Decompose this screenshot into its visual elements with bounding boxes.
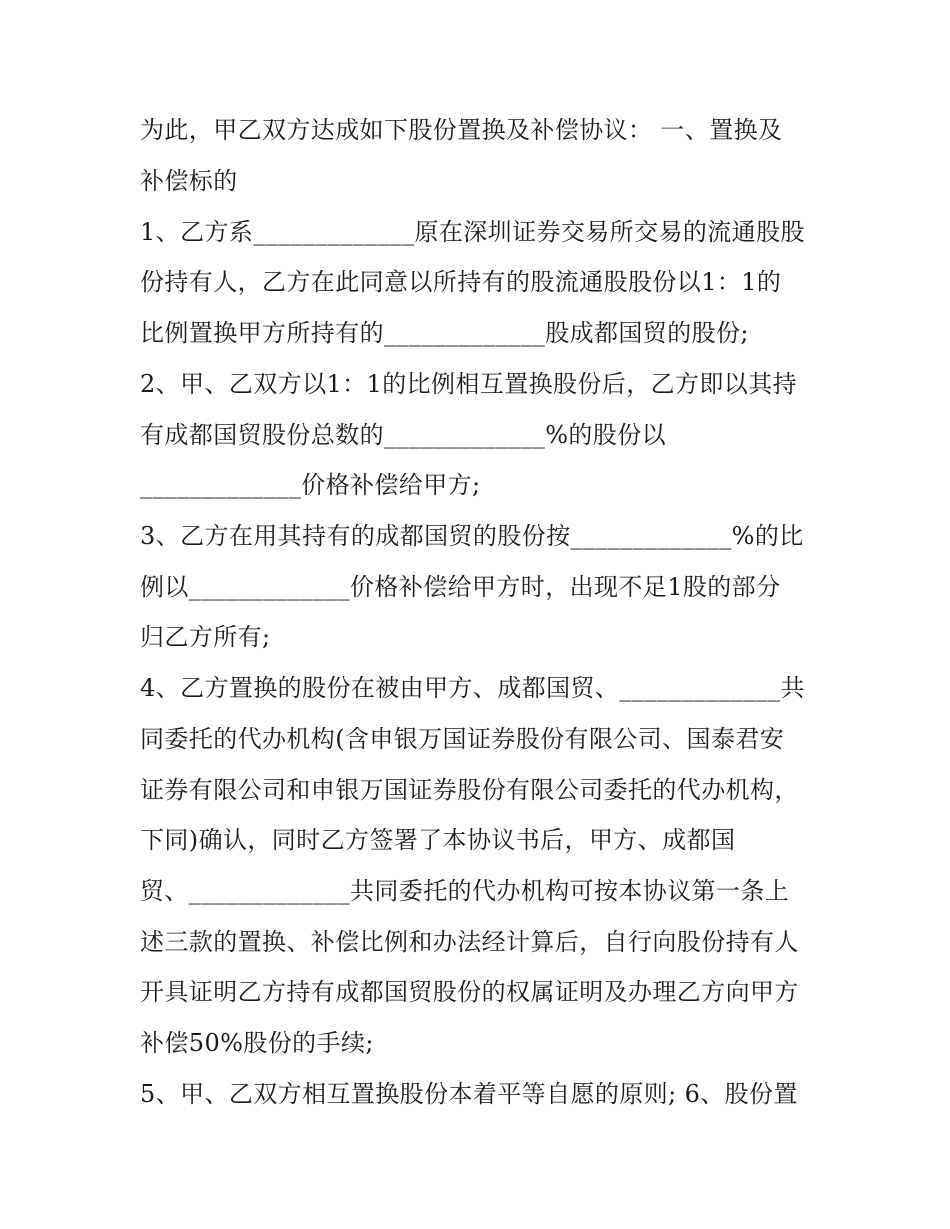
clause-4-line-5: 贸、_____________共同委托的代办机构可按本协议第一条上 [140,877,790,905]
clause-3-line-3: 归乙方所有; [140,623,271,651]
clause-4-line-7: 开具证明乙方持有成都国贸股份的权属证明及办理乙方向甲方 [140,978,799,1006]
clause-2-line-1: 2、甲、乙双方以1：1的比例相互置换股份后，乙方即以其持 [140,370,798,398]
clause-3-line-2: 例以_____________价格补偿给甲方时，出现不足1股的部分 [140,573,781,601]
clause-2-line-2: 有成都国贸股份总数的_____________%的股份以 [140,421,667,449]
clause-4-line-6: 述三款的置换、补偿比例和办法经计算后，自行向股份持有人 [140,928,799,956]
clause-4-line-3: 证券有限公司和申银万国证券股份有限公司委托的代办机构， [140,776,799,804]
clause-2-line-3: _____________价格补偿给甲方; [140,471,481,499]
clause-1-line-1: 1、乙方系_____________原在深圳证券交易所交易的流通股股 [140,218,805,246]
paragraph-line-intro: 为此，甲乙双方达成如下股份置换及补偿协议： 一、置换及 [140,116,783,144]
paragraph-line-subject-heading: 补偿标的 [140,167,238,195]
clause-4-line-4: 下同)确认，同时乙方签署了本协议书后，甲方、成都国 [140,826,736,854]
clause-4-line-1: 4、乙方置换的股份在被由甲方、成都国贸、_____________共 [140,674,805,702]
clause-4-line-2: 同委托的代办机构(含申银万国证券股份有限公司、国泰君安 [140,725,785,753]
clause-1-line-3: 比例置换甲方所持有的_____________股成都国贸的股份; [140,319,749,347]
clause-3-line-1: 3、乙方在用其持有的成都国贸的股份按_____________%的比 [140,522,804,550]
clause-4-line-8: 补偿50%股份的手续; [140,1029,374,1057]
clause-1-line-2: 份持有人，乙方在此同意以所持有的股流通股股份以1：1的 [140,268,782,296]
clause-5-6-line: 5、甲、乙双方相互置换股份本着平等自愿的原则; 6、股份置 [140,1080,798,1108]
